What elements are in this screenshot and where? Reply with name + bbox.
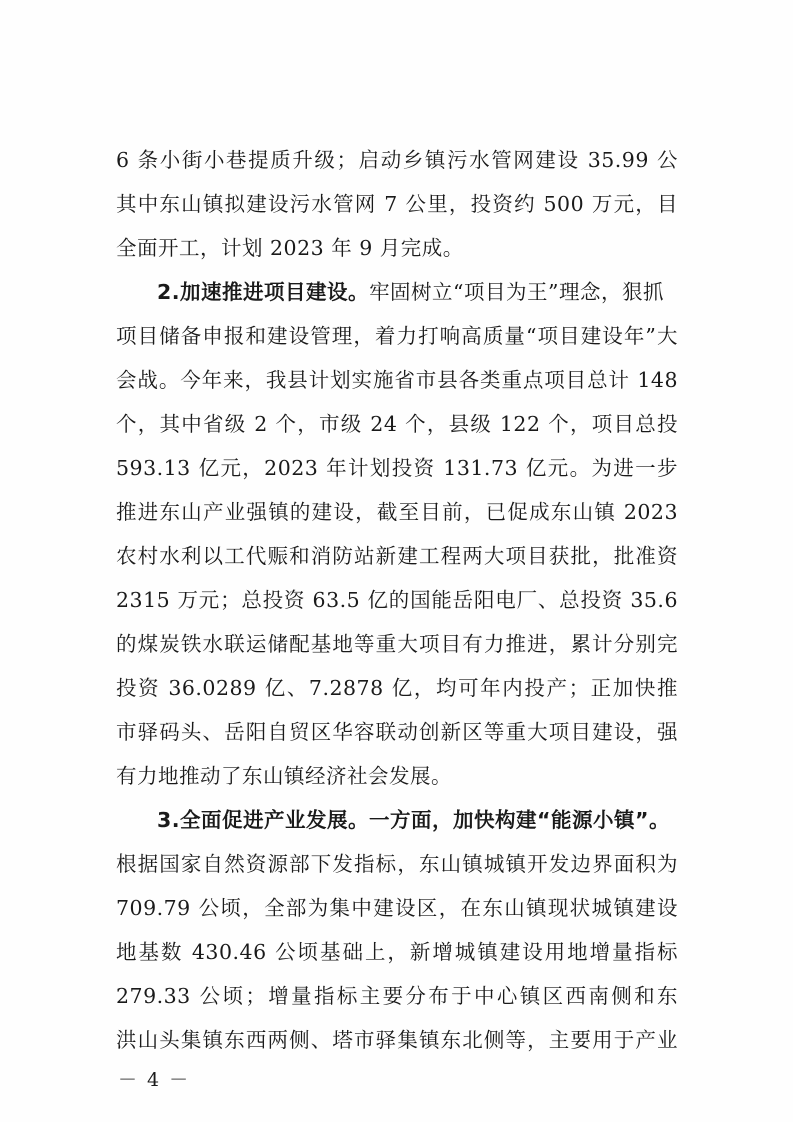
text-line: 有力地推动了东山镇经济社会发展。 [116, 764, 452, 788]
text-line: 其中东山镇拟建设污水管网 7 公里，投资约 500 万元，目 [116, 192, 678, 216]
text-line: 投资 36.0289 亿、7.2878 亿，均可年内投产；正加快推 [116, 676, 678, 700]
text-line: 会战。今年来，我县计划实施省市县各类重点项目总计 148 [116, 368, 678, 392]
text-line: 全面开工，计划 2023 年 9 月完成。 [116, 236, 464, 260]
text-line: 个，其中省级 2 个，市级 24 个，县级 122 个，项目总投 [116, 412, 678, 436]
text-line: 推进东山产业强镇的建设，截至目前，已促成东山镇 2023 [116, 500, 678, 524]
text-line: 2315 万元；总投资 63.5 亿的国能岳阳电厂、总投资 35.6 [116, 588, 678, 612]
text-line: 593.13 亿元，2023 年计划投资 131.73 亿元。为进一步 [116, 456, 678, 480]
text-line: 洪山头集镇东西两侧、塔市驿集镇东北侧等，主要用于产业 [116, 1028, 678, 1052]
text-line: 279.33 公顷；增量指标主要分布于中心镇区西南侧和东 [116, 984, 678, 1008]
text-line: 的煤炭铁水联运储配基地等重大项目有力推进，累计分别完 [116, 632, 678, 656]
text-line: 根据国家自然资源部下发指标，东山镇城镇开发边界面积为 [116, 852, 678, 876]
text-line: 709.79 公顷，全部为集中建设区，在东山镇现状城镇建设 [116, 896, 678, 920]
text-line: 地基数 430.46 公顷基础上，新增城镇建设用地增量指标 [116, 940, 678, 964]
page-number: － 4 － [118, 1069, 191, 1091]
text-line: 农村水利以工代赈和消防站新建工程两大项目获批，批准资 [116, 544, 678, 568]
text-line: 6 条小街小巷提质升级；启动乡镇污水管网建设 35.99 公 [116, 148, 678, 172]
section-heading: 2.加速推进项目建设。 [157, 280, 370, 304]
text-line: 项目储备申报和建设管理，着力打响高质量“项目建设年”大 [116, 324, 678, 348]
paragraph-first-line [157, 279, 678, 305]
text-span: 牢固树立“项目为王”理念，狠抓 [369, 280, 665, 304]
text-line: 市驿码头、岳阳自贸区华容联动创新区等重大项目建设，强 [116, 720, 678, 744]
section-heading: 3.全面促进产业发展。一方面，加快构建“能源小镇”。 [157, 808, 670, 832]
